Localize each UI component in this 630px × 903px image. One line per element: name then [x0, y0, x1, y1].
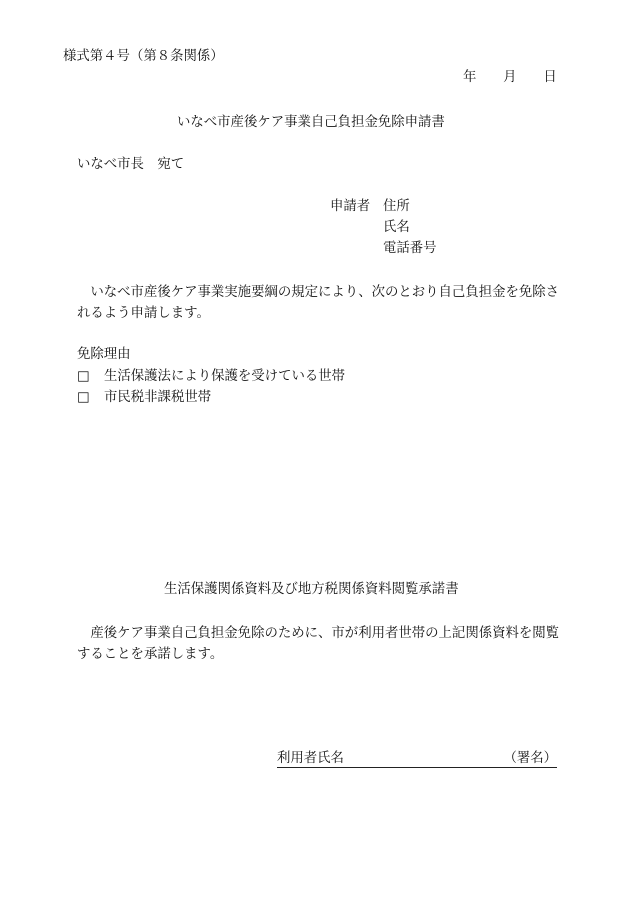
- signer-label: 利用者氏名: [277, 751, 344, 766]
- addressee: いなべ市長 宛て: [77, 157, 185, 172]
- address-label: 住所: [383, 199, 410, 214]
- reason-label-tax-exempt: 市民税非課税世帯: [104, 390, 212, 405]
- application-body-line: いなべ市産後ケア事業実施要綱の規定により、次のとおり自己負担金を免除さ: [77, 285, 560, 300]
- name-label: 氏名: [383, 220, 410, 235]
- applicant-label: 申請者: [330, 199, 371, 214]
- application-body: [77, 282, 559, 324]
- consent-title: 生活保護関係資料及び地方税関係資料閲覧承諾書: [164, 582, 459, 597]
- application-body-line: れるよう申請します。: [77, 306, 210, 321]
- reason-label-welfare: 生活保護法により保護を受けている世帯: [104, 369, 346, 384]
- application-title: いなべ市産後ケア事業自己負担金免除申請書: [177, 115, 445, 130]
- signature-line: [277, 751, 557, 768]
- consent-body: [77, 623, 559, 665]
- reason-item-welfare: [77, 367, 345, 387]
- consent-body-line: することを承諾します。: [77, 647, 224, 662]
- phone-label: 電話番号: [383, 241, 437, 256]
- signature-note: （署名）: [503, 751, 557, 766]
- form-number: 様式第４号（第８条関係）: [63, 49, 224, 64]
- checkbox-welfare[interactable]: □: [77, 369, 90, 384]
- checkbox-tax-exempt[interactable]: □: [77, 390, 90, 405]
- date-line: 年 月 日: [463, 70, 557, 85]
- reason-item-tax-exempt: [77, 388, 211, 408]
- consent-body-line: 産後ケア事業自己負担金免除のために、市が利用者世帯の上記関係資料を閲覧: [77, 626, 560, 641]
- reason-heading: 免除理由: [77, 347, 131, 362]
